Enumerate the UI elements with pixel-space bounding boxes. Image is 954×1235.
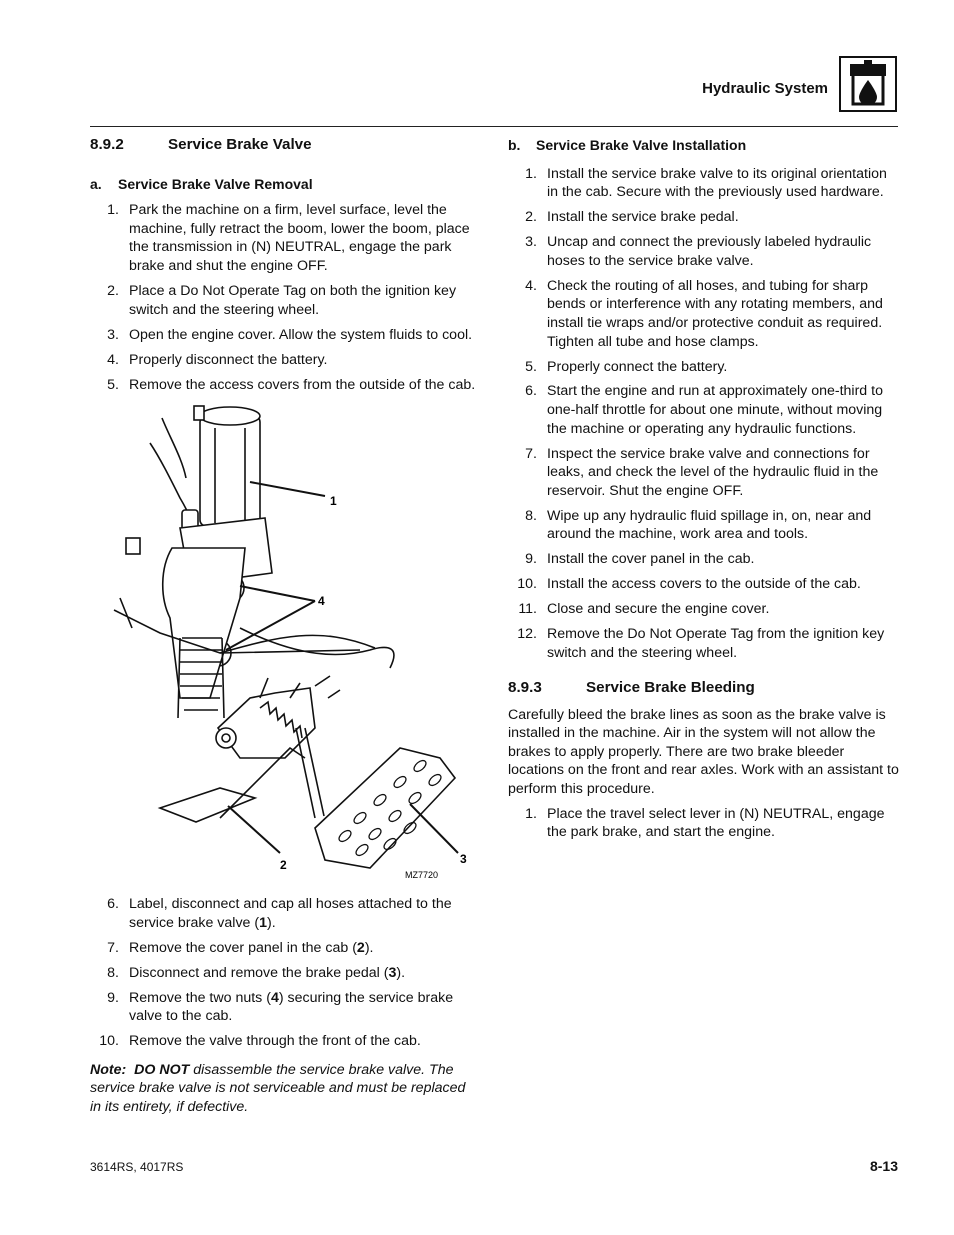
list-item-number: 10. (517, 576, 537, 593)
section-heading-8-9-3 (508, 679, 900, 698)
list-item (508, 277, 900, 351)
list-item-number: 5. (525, 358, 537, 375)
list-item-number: 10. (99, 1033, 119, 1050)
list-item-number: 1. (525, 165, 537, 182)
list-item (508, 625, 900, 662)
list-item-text-part: Label, disconnect and cap all hoses attached to the service brake valve ( (129, 896, 452, 931)
list-item (508, 233, 900, 270)
list-item (90, 282, 480, 319)
list-item-number: 8. (107, 964, 119, 981)
subsection-title: Service Brake Valve Removal (118, 175, 313, 192)
left-column-lower (90, 895, 480, 1123)
header-title: Hydraulic System (702, 80, 828, 97)
list-item (508, 575, 900, 594)
list-item-text-part: Remove the cover panel in the cab ( (129, 939, 357, 956)
section-number: 8.9.3 (508, 678, 542, 696)
list-item (90, 1032, 480, 1051)
list-item (508, 445, 900, 501)
list-item-number: 9. (107, 989, 119, 1006)
list-item (90, 989, 480, 1026)
list-item-text: Remove the access covers from the outside of the cab. (129, 376, 476, 393)
list-item (508, 382, 900, 438)
list-item-number: 3. (107, 326, 119, 343)
list-item-number: 1. (107, 202, 119, 219)
list-item-number: 8. (525, 507, 537, 524)
section-title: Service Brake Valve (168, 136, 312, 153)
list-item-number: 6. (107, 896, 119, 912)
list-item (90, 326, 480, 345)
list-item-text: Park the machine on a firm, level surface, level the machine, fully retract the boom, lower the boom, place the transmission in (N) NEUTRAL, engage the park brake and shut the engine OFF. (129, 202, 470, 274)
list-item-text-part: ) securing the service brake valve to the cab. (129, 989, 454, 1025)
list-item-number: 4. (107, 351, 119, 368)
list-item-text: Inspect the service brake valve and connections for leaks, and check the level of the hydraulic fluid in the reservoir. Shut the engine OFF. (547, 445, 879, 499)
subsection-heading-a (90, 175, 480, 194)
note-label: Note: (90, 1061, 127, 1078)
list-item-text (119, 939, 480, 958)
callout-1: 1 (330, 494, 337, 508)
list-item-text: Start the engine and run at approximately one-third to one-half throttle for about one minute, without moving the machine or operating any hydraulic functions. (547, 383, 883, 437)
list-item (90, 895, 480, 932)
list-item-number: 1. (525, 805, 537, 822)
list-item (508, 358, 900, 377)
callout-reference: 1 (259, 914, 267, 931)
list-item-number: 2. (107, 282, 119, 299)
callout-4: 4 (318, 594, 325, 608)
list-item-number: 6. (525, 383, 537, 400)
list-item (90, 376, 480, 395)
list-item-text: Open the engine cover. Allow the system fluids to cool. (129, 326, 473, 343)
list-item-number: 4. (525, 277, 537, 294)
list-item-text: Properly connect the battery. (547, 358, 728, 375)
list-item (508, 507, 900, 544)
list-item-text (119, 1032, 480, 1051)
page-number: 8-13 (869, 1158, 898, 1174)
footer-models: 3614RS, 4017RS (90, 1160, 184, 1174)
list-item-text: Properly disconnect the battery. (129, 351, 328, 368)
list-item-text: Check the routing of all hoses, and tubing for sharp bends or interference with any rotating members, and install tie wraps and/or protective conduit as required. Tighten all tube and hose clamps. (547, 277, 883, 350)
list-item-number: 7. (525, 445, 537, 462)
list-item-text: Wipe up any hydraulic fluid spillage in, on, near and around the machine, work area and tools. (547, 507, 872, 543)
removal-steps-list (90, 201, 480, 394)
subsection-letter: a. (90, 175, 102, 192)
list-item-text: Uncap and connect the previously labeled hydraulic hoses to the service brake valve. (547, 234, 872, 269)
list-item (508, 805, 900, 842)
callout-reference: 3 (388, 964, 397, 981)
list-item-text (119, 964, 480, 983)
list-item-text: Install the cover panel in the cab. (547, 551, 755, 568)
list-item (508, 208, 900, 227)
list-item-number: 5. (107, 376, 119, 393)
removal-steps-list-continued (90, 895, 480, 1051)
list-item (90, 939, 480, 958)
subsection-title: Service Brake Valve Installation (536, 137, 747, 153)
list-item (90, 351, 480, 370)
list-item (508, 550, 900, 569)
list-item (508, 165, 900, 202)
brake-valve-figure (100, 398, 475, 886)
list-item-text: Install the access covers to the outside of the cab. (547, 576, 861, 593)
list-item-number: 7. (107, 939, 119, 956)
list-item-text-part: Remove the valve through the front of the cab. (129, 1033, 421, 1050)
list-item-text: Place a Do Not Operate Tag on both the ignition key switch and the steering wheel. (129, 282, 457, 318)
list-item (90, 201, 480, 275)
callout-reference: 2 (356, 939, 365, 956)
list-item-text-part: ). (364, 939, 374, 956)
left-column (90, 136, 480, 400)
list-item-number: 11. (518, 601, 537, 618)
header-divider (90, 126, 898, 127)
list-item-number: 2. (525, 209, 537, 226)
list-item-number: 12. (517, 626, 537, 643)
list-item-text: Install the service brake pedal. (547, 209, 739, 226)
list-item-text-part: ). (267, 914, 276, 931)
list-item-text-part: Disconnect and remove the brake pedal ( (129, 964, 389, 981)
section-heading-8-9-2 (90, 136, 480, 155)
callout-3: 3 (460, 852, 467, 866)
callout-reference: 4 (270, 989, 279, 1006)
section-title: Service Brake Bleeding (586, 678, 755, 696)
note-text: disassemble the service brake valve. The service brake valve is not serviceable and must be replaced in its entirety, if defective. (90, 1061, 466, 1115)
list-item-text (119, 989, 480, 1026)
list-item-text-part: ). (396, 964, 406, 981)
list-item-number: 9. (525, 551, 537, 568)
list-item (508, 600, 900, 619)
list-item (90, 964, 480, 983)
installation-steps-list (508, 165, 900, 663)
note-emphasis: DO NOT (134, 1061, 190, 1078)
section-number: 8.9.2 (90, 136, 124, 153)
subsection-letter: b. (508, 137, 521, 153)
list-item-text: Close and secure the engine cover. (547, 601, 770, 618)
callout-2: 2 (280, 858, 287, 872)
note (90, 1061, 480, 1117)
hydraulic-drop-icon (839, 56, 897, 112)
right-column (508, 136, 900, 848)
figure-id-label: MZ7720 (405, 870, 439, 880)
bleeding-steps-list (508, 805, 900, 842)
list-item-text: Remove the Do Not Operate Tag from the ignition key switch and the steering wheel. (547, 626, 885, 661)
list-item-text: Install the service brake valve to its original orientation in the cab. Secure with the previously used hardware. (547, 165, 887, 201)
subsection-heading-b (508, 136, 900, 155)
list-item-text: Place the travel select lever in (N) NEUTRAL, engage the park brake, and start the engine. (547, 805, 885, 841)
list-item-text-part: Remove the two nuts ( (129, 989, 271, 1006)
bleeding-paragraph: Carefully bleed the brake lines as soon as the brake valve is installed in the machine. Air in the system will not allow the brakes to apply properly. There are two brake bleeder locations on the front and rear axles. Work with an assistant to perform this procedure. (508, 706, 899, 797)
list-item-number: 3. (525, 234, 537, 251)
list-item-text (119, 895, 480, 932)
